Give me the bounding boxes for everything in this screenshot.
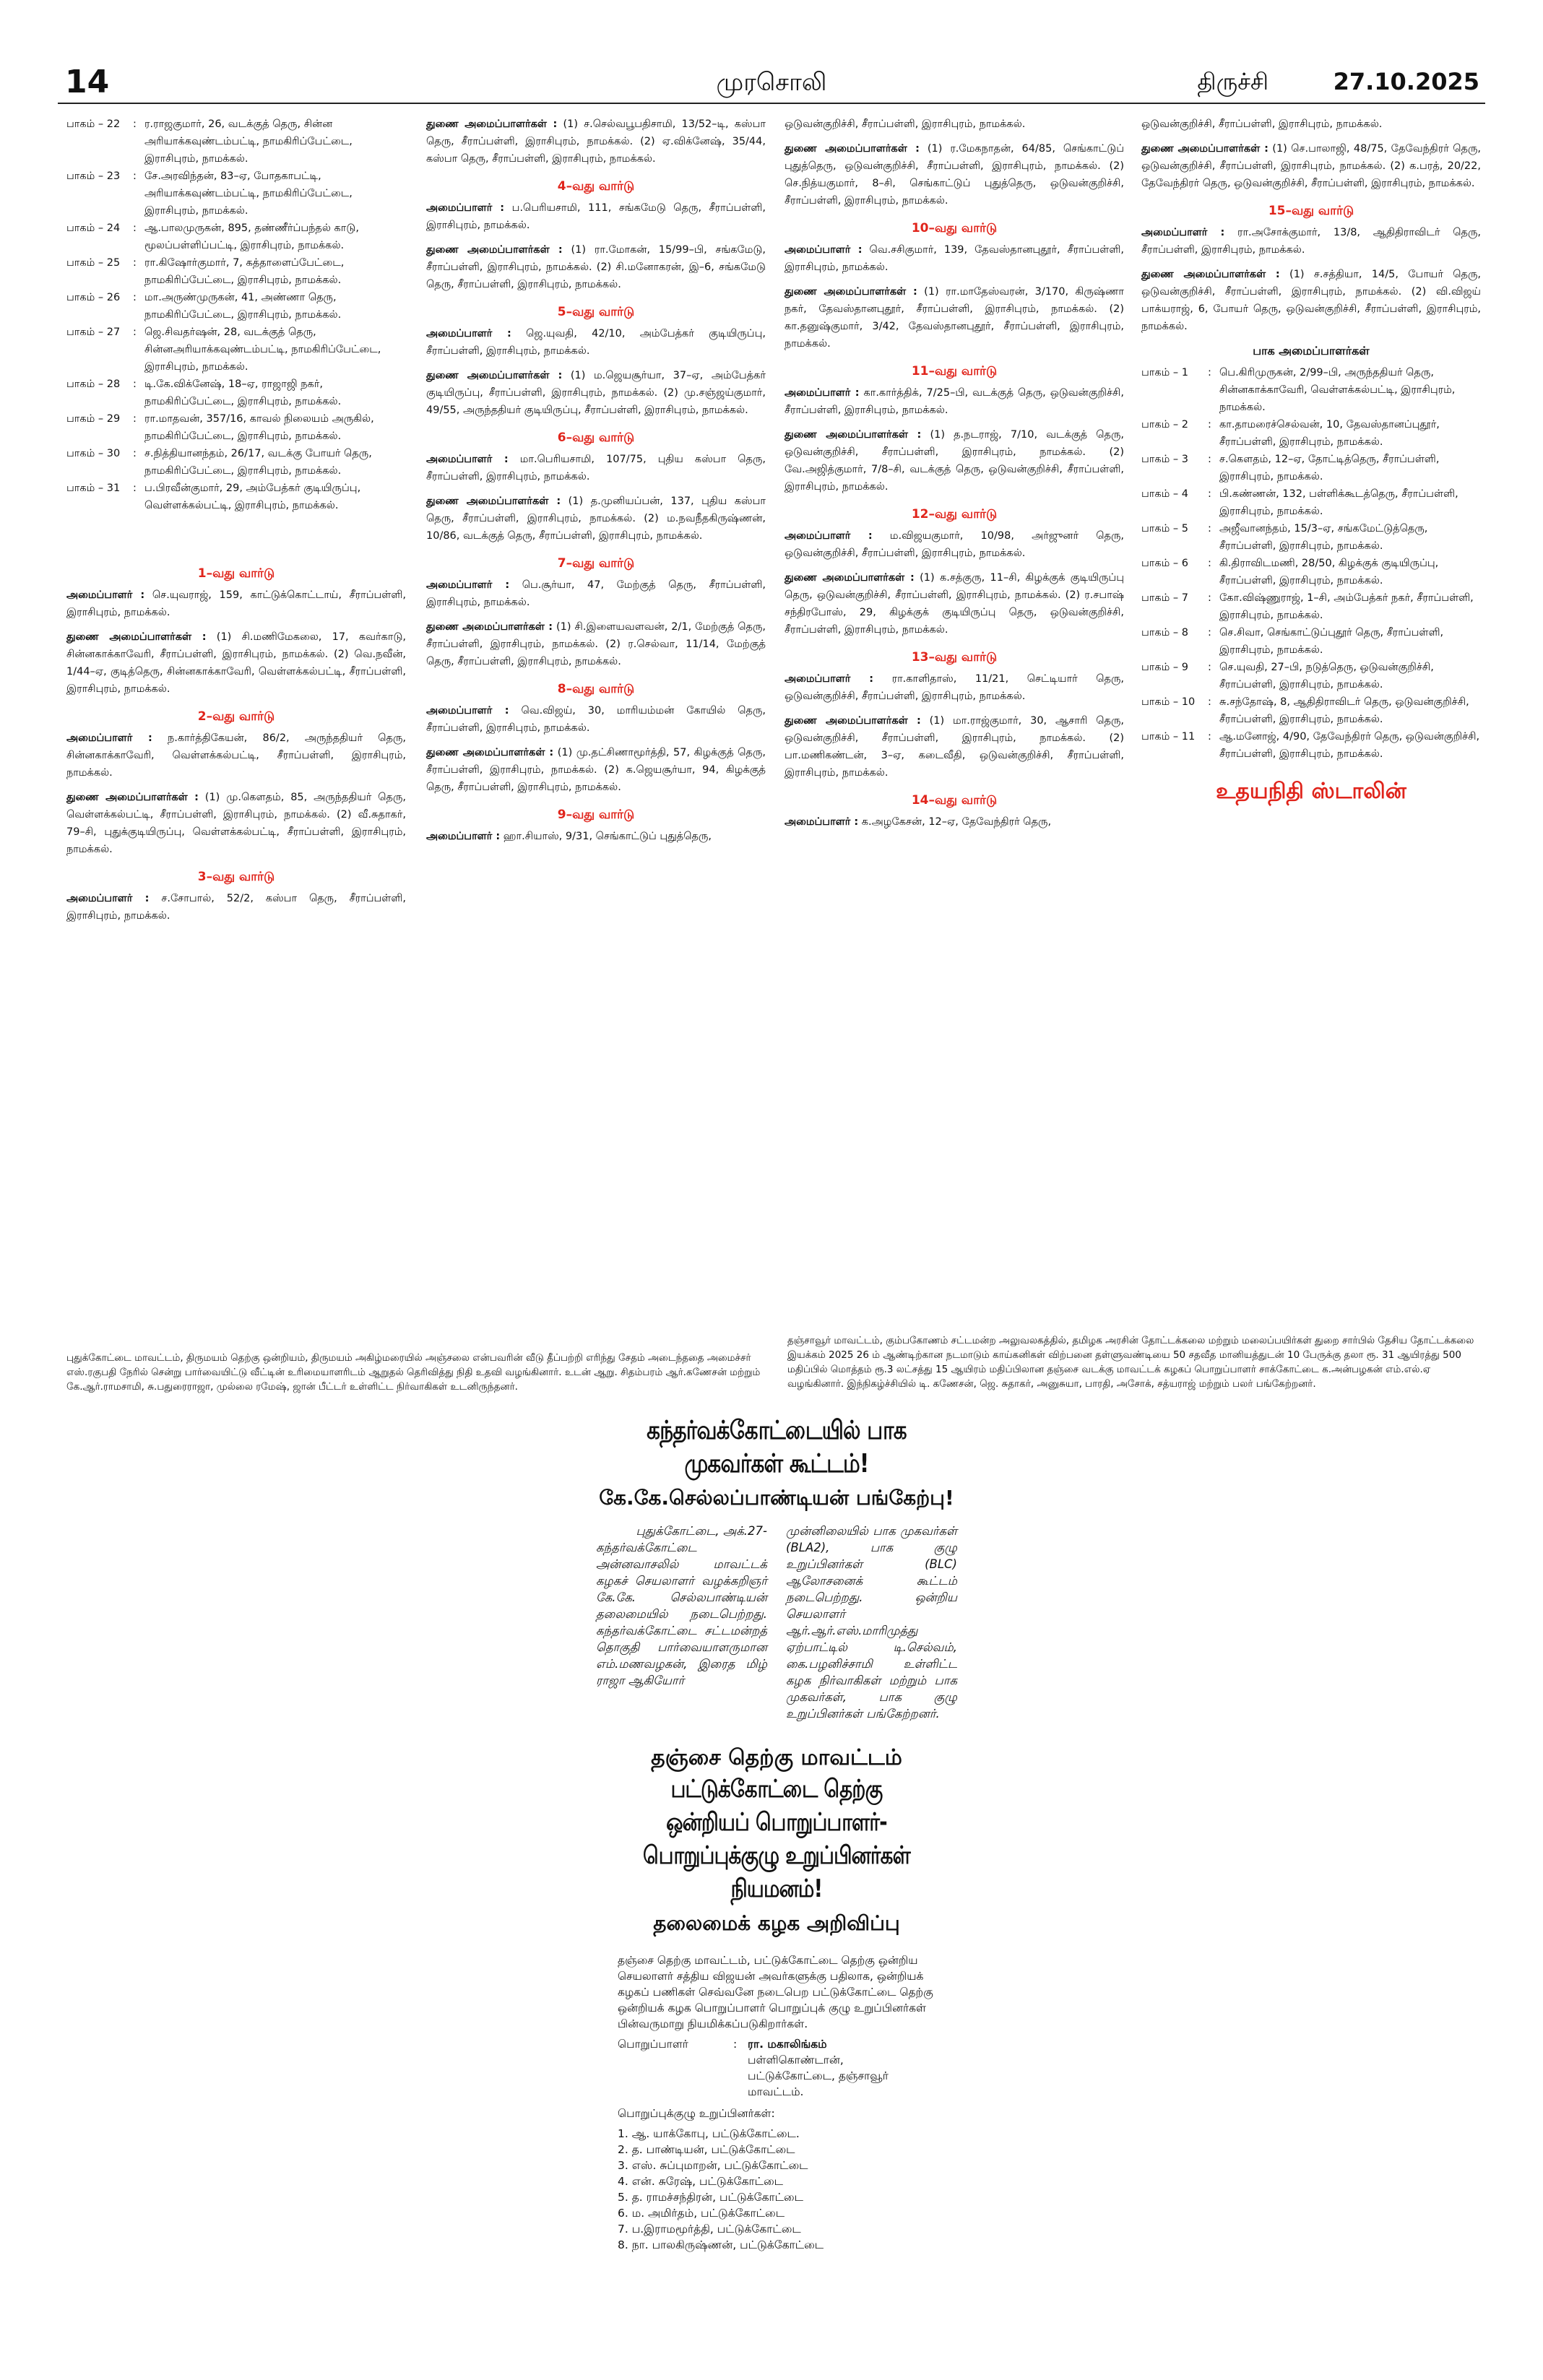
ward-entry: துணை அமைப்பாளர்கள் : (1) மு.கௌதம், 85, அருந்ததியர் தெரு, வெள்ளக்கல்பட்டி, சீராப்பள்ளி, இராசிபுரம், நாமக்கல். (2) வீ.சுதாகர், 79–சி, புதுக்குடியிருப்பு, வெள்ளக்கல்பட்டி, சீராப்பள்ளி, இராசிபுரம், நாமக்கல்.: [66, 792, 407, 855]
ward-entry: அமைப்பாளர் : வெ.விஜய், 30, மாரியம்மன் கோயில் தெரு, சீராப்பள்ளி, இராசிபுரம், நாமக்கல்.: [426, 705, 766, 734]
ward-entry: துணை அமைப்பாளர்கள் : (1) ம.ஜெயசூர்யா, 37–ஏ, அம்பேத்கர் குடியிருப்பு, சீராப்பள்ளி, இராசிபுரம், நாமக்கல். (2) மு.சஞ்ஜய்குமார், 49/55, அருந்ததியர் குடியிருப்பு, சீராப்பள்ளி, இராசிபுரம், நாமக்கல்.: [426, 370, 766, 416]
story2-incharge: பொறுப்பாளர் : ரா. மகாலிங்கம்: [618, 2038, 827, 2051]
booth-row: பாகம் – 1 : பெ.கிரிமுருகன், 2/99–பி, அருந்ததியர் தெரு, சின்னகாக்காவேரி, வெள்ளக்கல்பட்டி, இராசிபுரம், நாமக்கல்.: [1141, 364, 1481, 416]
booth-number: பாகம் – 25: [66, 257, 121, 269]
booth-number: பாகம் – 10: [1141, 696, 1196, 708]
booth-number: பாகம் – 26: [66, 292, 121, 303]
booth-number: பாகம் – 22: [66, 118, 121, 130]
booth-row: பாகம் – 28 : டி.கே.விக்னேஷ், 18–ஏ, ராஜாஜி நகர், நாமகிரிப்பேட்டை, இராசிபுரம், நாமக்கல்.: [66, 376, 406, 410]
ward-entry: துணை அமைப்பாளர்கள் : (1) த.நடராஜ், 7/10, வடக்குத் தெரு, ஒடுவன்குறிச்சி, சீராப்பள்ளி, இராசிபுரம், நாமக்கல். (2) வே.அஜித்குமார், 7/8–சி, வடக்குத் தெரு, ஒடுவன்குறிச்சி, சீராப்பள்ளி, இராசிபுரம், நாமக்கல்.: [785, 429, 1124, 493]
story2-headline-1: பட்டுக்கோட்டை தெற்கு ஒன்றியப் பொறுப்பாளர்-: [666, 1775, 887, 1837]
booth-row: பாகம் – 24 : ஆ.பாலமுருகன், 895, தண்ணீர்ப்பந்தல் காடு, மூலப்பள்ளிப்பட்டி, இராசிபுரம், நாமக்கல்.: [66, 220, 406, 254]
story2-subhead: தலைமைக் கழக அறிவிப்பு: [653, 1911, 900, 1935]
story1-headline: கந்தர்வக்கோட்டையில் பாக முகவர்கள் கூட்டம்!: [647, 1416, 907, 1479]
member-item: 2. த. பாண்டியன், பட்டுக்கோட்டை: [618, 2143, 795, 2156]
ward-heading: 8–வது வார்டு: [557, 682, 635, 696]
ward-heading: 7–வது வார்டு: [557, 556, 635, 571]
booth-member: ப.பிரவீன்குமார், 29, அம்பேத்கர் குடியிருப்பு, வெள்ளக்கல்பட்டி, இராசிபுரம், நாமக்கல்.: [144, 483, 361, 511]
booth-row: பாகம் – 7 : கோ.விஷ்ணுராஜ், 1–சி, அம்பேத்கர் நகர், சீராப்பள்ளி, இராசிபுரம், நாமக்கல்.: [1141, 589, 1481, 624]
ward-heading: 6–வது வார்டு: [557, 430, 635, 445]
booth-member: கி.திராவிடமணி, 28/50, கிழக்குக் குடியிருப்பு, சீராப்பள்ளி, இராசிபுரம், நாமக்கல்.: [1219, 558, 1439, 587]
booth-number: பாகம் – 28: [66, 378, 121, 390]
booth-number: பாகம் – 6: [1141, 558, 1189, 569]
booth-number: பாகம் – 31: [66, 483, 121, 494]
booth-member: ச.நித்தியானந்தம், 26/17, வடக்கு போயர் தெரு, நாமகிரிப்பேட்டை, இராசிபுரம், நாமக்கல்.: [144, 448, 372, 477]
booth-list: [1141, 364, 1481, 763]
booth-row: பாகம் – 29 : ரா.மாதவன், 357/16, காவல் நிலையம் அருகில், நாமகிரிப்பேட்டை, இராசிபுரம், நாமக்கல்.: [66, 410, 406, 445]
story2-members: [618, 2126, 957, 2253]
ward-heading: 1–வது வார்டு: [197, 566, 275, 581]
story1-subhead: கே.கே.செல்லப்பாண்டியன் பங்கேற்பு!: [599, 1486, 954, 1510]
masthead: [58, 61, 1485, 104]
booth-member: சு.சந்தோஷ், 8, ஆதிதிராவிடர் தெரு, ஒடுவன்குறிச்சி, சீராப்பள்ளி, இராசிபுரம், நாமக்கல்.: [1219, 696, 1469, 725]
ward-entry: துணை அமைப்பாளர்கள் : (1) த.முனியப்பன், 137, புதிய கஸ்பா தெரு, சீராப்பள்ளி, இராசிபுரம், நாமக்கல். (2) ம.நவநீதகிருஷ்ணன், 10/86, வடக்குத் தெரு, சீராப்பள்ளி, இராசிபுரம், நாமக்கல்.: [426, 496, 766, 542]
story2-headline-2: பொறுப்புக்குழு உறுப்பினர்கள் நியமனம்!: [643, 1841, 910, 1903]
ward-heading: 4–வது வார்டு: [557, 179, 635, 194]
booth-number: பாகம் – 3: [1141, 454, 1189, 465]
ward-entry: துணை அமைப்பாளர்கள் : (1) மா.ராஜ்குமார், 30, ஆசாரி தெரு, ஒடுவன்குறிச்சி, சீராப்பள்ளி, இராசிபுரம், நாமக்கல். (2) பா.மணிகண்டன், 3–ஏ, கடைவீதி, ஒடுவன்குறிச்சி, சீராப்பள்ளி, இராசிபுரம், நாமக்கல்.: [785, 715, 1125, 779]
booth-member: சே.அரவிந்தன், 83–ஏ, போதகாபட்டி, அரியாக்கவுண்டம்பட்டி, நாமகிரிப்பேட்டை, இராசிபுரம், நாமக்கல்.: [144, 170, 353, 217]
booth-row: பாகம் – 10 : சு.சந்தோஷ், 8, ஆதிதிராவிடர் தெரு, ஒடுவன்குறிச்சி, சீராப்பள்ளி, இராசிபுரம், நாமக்கல்.: [1141, 693, 1481, 728]
signature: உதயநிதி ஸ்டாலின்: [1216, 779, 1406, 804]
booth-member: செ.சிவா, செங்காட்டுப்புதூர் தெரு, சீராப்பள்ளி, இராசிபுரம், நாமக்கல்.: [1219, 627, 1444, 656]
booth-member: ஜெ.சிவதர்ஷன், 28, வடக்குத் தெரு, சின்னஅரியாக்கவுண்டம்பட்டி, நாமகிரிப்பேட்டை, இராசிபுரம், நாமக்கல்.: [144, 326, 381, 373]
story2-members-title: பொறுப்புக்குழு உறுப்பினர்கள்:: [618, 2107, 775, 2120]
ward-heading: 5–வது வார்டு: [557, 305, 635, 319]
member-item: 1. ஆ. யாக்கோபு, பட்டுக்கோட்டை.: [618, 2127, 800, 2140]
ward-entry: அமைப்பாளர் : பெ.சூர்யா, 47, மேற்குத் தெரு, சீராப்பள்ளி, இராசிபுரம், நாமக்கல்.: [426, 579, 766, 608]
ward-entry: துணை அமைப்பாளர்கள் : (1) ரா.மோகன், 15/99–பி, சங்கமேடு, சீராப்பள்ளி, இராசிபுரம், நாமக்கல். (2) சி.மனோகரன், இ–6, சங்கமேடு தெரு, சீராப்பள்ளி, இராசிபுரம், நாமக்கல்.: [426, 244, 766, 290]
booth-member: கா.தாமரைச்செல்வன், 10, தேவஸ்தானப்புதூர், சீராப்பள்ளி, இராசிபுரம், நாமக்கல்.: [1219, 419, 1440, 448]
story1-dateline: புதுக்கோட்டை, அக்.27-: [636, 1524, 767, 1538]
member-item: 3. எஸ். சுப்புமாறன், பட்டுக்கோட்டை: [618, 2159, 808, 2172]
booth-row: பாகம் – 30 : ச.நித்தியானந்தம், 26/17, வடக்கு போயர் தெரு, நாமகிரிப்பேட்டை, இராசிபுரம், நாமக்கல்.: [66, 445, 406, 480]
ward-entry: அமைப்பாளர் : ஜெ.யுவதி, 42/10, அம்பேத்கர் குடியிருப்பு, சீராப்பள்ளி, இராசிபுரம், நாமக்கல்.: [426, 328, 766, 357]
page-number: 14: [65, 64, 110, 100]
ward-entry: அமைப்பாளர் : ந.கார்த்திகேயன், 86/2, அருந்ததியர் தெரு, சின்னகாக்காவேரி, வெள்ளக்கல்பட்டி, சீராப்பள்ளி, இராசிபுரம், நாமக்கல்.: [66, 732, 406, 779]
ward-heading: 14–வது வார்டு: [911, 793, 998, 808]
ward-entry: அமைப்பாளர் : ச.சோபால், 52/2, கஸ்பா தெரு, சீராப்பள்ளி, இராசிபுரம், நாமக்கல்.: [66, 893, 407, 922]
booth-row: பாகம் – 22 : ர.ராஜகுமார், 26, வடக்குத் தெரு, சின்ன அரியாக்கவுண்டம்பட்டி, நாமகிரிப்பேட்டை, இராசிபுரம், நாமக்கல்.: [66, 116, 406, 168]
booth-heading: பாக அமைப்பாளர்கள்: [1253, 344, 1370, 358]
story2-incharge-address: பள்ளிகொண்டான், பட்டுக்கோட்டை, தஞ்சாவூர் மாவட்டம்.: [748, 2054, 889, 2098]
booth-member: டி.கே.விக்னேஷ், 18–ஏ, ராஜாஜி நகர், நாமகிரிப்பேட்டை, இராசிபுரம், நாமக்கல்.: [144, 378, 342, 407]
ward-entry: அமைப்பாளர் : ரா.அசோக்குமார், 13/8, ஆதிதிராவிடர் தெரு, சீராப்பள்ளி, இராசிபுரம், நாமக்கல்.: [1141, 227, 1481, 256]
ward-entry: துணை அமைப்பாளர்கள் : (1) ர.மேகநாதன், 64/85, செங்காட்டுப் புதுத்தெரு, ஒடுவன்குறிச்சி, சீராப்பள்ளி, இராசிபுரம், நாமக்கல். (2) செ.நித்யகுமார், 8–சி, செங்காட்டுப் புதுத்தெரு, ஒடுவன்குறிச்சி, சீராப்பள்ளி, இராசிபுரம், நாமக்கல்.: [785, 143, 1125, 207]
ward-entry: ஒடுவன்குறிச்சி, சீராப்பள்ளி, இராசிபுரம், நாமக்கல்.: [1141, 118, 1383, 130]
booth-member: ர.ராஜகுமார், 26, வடக்குத் தெரு, சின்ன அரியாக்கவுண்டம்பட்டி, நாமகிரிப்பேட்டை, இராசிபுரம், நாமக்கல்.: [144, 118, 353, 165]
masthead-rule: [58, 103, 1485, 104]
edition-city: திருச்சி: [1197, 68, 1268, 95]
booth-row: பாகம் – 26 : மா.அருண்முருகன், 41, அண்ணா தெரு, நாமகிரிப்பேட்டை, இராசிபுரம், நாமக்கல்.: [66, 289, 406, 324]
booth-row: பாகம் – 27 : ஜெ.சிவதர்ஷன், 28, வடக்குத் தெரு, சின்னஅரியாக்கவுண்டம்பட்டி, நாமகிரிப்பேட்டை, இராசிபுரம், நாமக்கல்.: [66, 324, 406, 376]
booth-member: ரா.மாதவன், 357/16, காவல் நிலையம் அருகில், நாமகிரிப்பேட்டை, இராசிபுரம், நாமக்கல்.: [144, 413, 374, 442]
ward-heading: 2–வது வார்டு: [197, 709, 275, 724]
ward-entry: அமைப்பாளர் : செ.யுவராஜ், 159, காட்டுக்கொட்டாய், சீராப்பள்ளி, இராசிபுரம், நாமக்கல்.: [66, 589, 406, 618]
edition-date: 27.10.2025: [1333, 68, 1479, 95]
booth-member: ச.கௌதம், 12–ஏ, தோட்டித்தெரு, சீராப்பள்ளி, இராசிபுரம், நாமக்கல்.: [1219, 454, 1440, 483]
ward-heading: 15–வது வார்டு: [1268, 204, 1354, 218]
booth-member: ஆ.மனோஜ், 4/90, தேவேந்திரர் தெரு, ஒடுவன்குறிச்சி, சீராப்பள்ளி, இராசிபுரம், நாமக்கல்.: [1219, 731, 1480, 760]
booth-row: பாகம் – 31 : ப.பிரவீன்குமார், 29, அம்பேத்கர் குடியிருப்பு, வெள்ளக்கல்பட்டி, இராசிபுரம், நாமக்கல்.: [66, 480, 406, 514]
ward-entry: துணை அமைப்பாளர்கள் : (1) சி.மணிமேகலை, 17, கவர்காடு, சின்னகாக்காவேரி, சீராப்பள்ளி, இராசிபுரம், நாமக்கல். (2) வெ.நவீன், 1/44–ஏ, குடித்தெரு, சின்னகாக்காவேரி, வெள்ளக்கல்பட்டி, சீராப்பள்ளி, இராசிபுரம், நாமக்கல்.: [66, 631, 407, 695]
booth-number: பாகம் – 27: [66, 326, 121, 338]
ward-heading: 9–வது வார்டு: [557, 808, 635, 822]
booth-member: அஜீவானந்தம், 15/3–ஏ, சங்கமேட்டுத்தெரு, சீராப்பள்ளி, இராசிபுரம், நாமக்கல்.: [1219, 523, 1428, 552]
booth-row: பாகம் – 11 : ஆ.மனோஜ், 4/90, தேவேந்திரர் தெரு, ஒடுவன்குறிச்சி, சீராப்பள்ளி, இராசிபுரம், நாமக்கல்.: [1141, 728, 1481, 763]
booth-number: பாகம் – 4: [1141, 488, 1189, 500]
ward-entry: துணை அமைப்பாளர்கள் : (1) ரா.மாதேஸ்வரன், 3/170, கிருஷ்ணா நகர், தேவஸ்தானபுதூர், சீராப்பள்ளி, இராசிபுரம், நாமக்கல். (2) கா.தனுஷ்குமார், 3/42, தேவஸ்தானபுதூர், சீராப்பள்ளி, இராசிபுரம், நாமக்கல்.: [785, 286, 1125, 350]
booth-row: பாகம் – 9 : செ.யுவதி, 27–பி, நடுத்தெரு, ஒடுவன்குறிச்சி, சீராப்பள்ளி, இராசிபுரம், நாமக்கல்.: [1141, 659, 1481, 693]
news-block: [596, 1414, 957, 2253]
booth-member: கோ.விஷ்ணுராஜ், 1–சி, அம்பேத்கர் நகர், சீராப்பள்ளி, இராசிபுரம், நாமக்கல்.: [1219, 592, 1474, 621]
booth-number: பாகம் – 8: [1141, 627, 1189, 639]
ward-entry: அமைப்பாளர் : ஹா.சியாஸ், 9/31, செங்காட்டுப் புதுத்தெரு,: [426, 831, 712, 842]
photo-caption-right: தஞ்சாவூர் மாவட்டம், கும்பகோணம் சட்டமன்ற அலுவலகத்தில், தமிழக அரசின் தோட்டக்கலை மற்றும் மலைப்பயிர்கள் துறை சார்பில் தேசிய தோட்டக்கலை இயக்கம் 2025 26 ம் ஆண்டிற்கான நடமாடும் காய்கனிகள் விற்பனை தள்ளுவண்டியை 50 சதவீத மானியத்துடன் 10 பேருக்கு தலா ரூ. 31 ஆயிரத்து 500 மதிப்பில் மொத்தம் ரூ.3 லட்சத்து 15 ஆயிரம் மதிப்பிலான தஞ்சை வடக்கு மாவட்டக் கழகப் பொறுப்பாளர் சாக்கோட்டை க.அன்பழகன் எம்.எல்.ஏ வழங்கினார். இந்நிகழ்ச்சியில் டி. கணேசன், ஜெ. சுதாகர், அனுசுயா, பாரதி, அசோக், சத்யராஜ் மற்றும் பலர் பங்கேற்றனர்.: [787, 1335, 1474, 1390]
ward-entry: அமைப்பாளர் : கா.கார்த்திக், 7/25–பி, வடக்குத் தெரு, ஒடுவன்குறிச்சி, சீராப்பள்ளி, இராசிபுரம், நாமக்கல்.: [785, 387, 1125, 416]
booth-member: ரா.கிஷோர்குமார், 7, கத்தாளைப்பேட்டை, நாமகிரிப்பேட்டை, இராசிபுரம், நாமக்கல்.: [144, 257, 345, 286]
member-item: 4. என். சுரேஷ், பட்டுக்கோட்டை: [618, 2175, 783, 2188]
booth-member: பி.கண்ணன், 132, பள்ளிக்கூடத்தெரு, சீராப்பள்ளி, இராசிபுரம், நாமக்கல்.: [1219, 488, 1458, 517]
booth-number: பாகம் – 9: [1141, 662, 1189, 673]
booth-list-continued: [66, 116, 406, 514]
ward-heading: 13–வது வார்டு: [911, 650, 998, 665]
story2-intro: தஞ்சை தெற்கு மாவட்டம், பட்டுக்கோட்டை தெற்கு ஒன்றிய செயலாளர் சத்திய விஜயன் அவர்களுக்கு பதிலாக, ஒன்றியக் கழகப் பணிகள் செவ்வனே நடைபெற பட்டுக்கோட்டை தெற்கு ஒன்றியக் கழக பொறுப்பாளர் பொறுப்புக் குழு உறுப்பினர்கள் பின்வருமாறு நியமிக்கப்படுகிறார்கள்.: [618, 1954, 933, 2030]
booth-number: பாகம் – 23: [66, 170, 121, 182]
ward-entry: அமைப்பாளர் : ம.விஜயகுமார், 10/98, அர்ஜுனர் தெரு, ஒடுவன்குறிச்சி, சீராப்பள்ளி, இராசிபுரம், நாமக்கல்.: [785, 530, 1124, 559]
booth-member: மா.அருண்முருகன், 41, அண்ணா தெரு, நாமகிரிப்பேட்டை, இராசிபுரம், நாமக்கல்.: [144, 292, 342, 321]
column-1: [66, 116, 406, 932]
member-item: 5. த. ராமச்சந்திரன், பட்டுக்கோட்டை: [618, 2191, 803, 2204]
ward-heading: 10–வது வார்டு: [911, 221, 998, 235]
ward-entry: அமைப்பாளர் : ப.பெரியசாமி, 111, சங்கமேடு தெரு, சீராப்பள்ளி, இராசிபுரம், நாமக்கல்.: [426, 202, 766, 231]
story2-body: [618, 1952, 957, 2253]
member-item: 7. ப.இராமமூர்த்தி, பட்டுக்கோட்டை: [618, 2223, 801, 2236]
booth-number: பாகம் – 24: [66, 222, 121, 234]
booth-number: பாகம் – 1: [1141, 367, 1189, 378]
booth-row: பாகம் – 2 : கா.தாமரைச்செல்வன், 10, தேவஸ்தானப்புதூர், சீராப்பள்ளி, இராசிபுரம், நாமக்கல்.: [1141, 416, 1481, 451]
booth-row: பாகம் – 8 : செ.சிவா, செங்காட்டுப்புதூர் தெரு, சீராப்பள்ளி, இராசிபுரம், நாமக்கல்.: [1141, 624, 1481, 659]
photo-caption-left: புதுக்கோட்டை மாவட்டம், திருமயம் தெற்கு ஒன்றியம், திருமயம் அகிழ்மரையில் அஞ்சலை என்பவரின் வீடு தீப்பற்றி எரிந்து சேதம் அடைந்ததை அமைச்சர் எஸ்.ரகுபதி நேரில் சென்று பார்வையிட்டு வீட்டின் உரிமையாளரிடம் ஆறுதல் தெரிவித்து நிதி உதவி வழங்கினார். உடன் ஆறு. சிதம்பரம் ஆர்.கணேசன் மற்றும் கே.ஆர்.ராமசாமி, சு.பதுரைராஜா, முல்லை ரமேஷ், ஜான் பீட்டர் உள்ளிட்ட நிர்வாகிகள் உடனிருந்தனர்.: [66, 1352, 761, 1393]
booth-number: பாகம் – 11: [1141, 731, 1196, 743]
booth-number: பாகம் – 29: [66, 413, 121, 425]
ward-list: [66, 565, 406, 925]
ward-entry: துணை அமைப்பாளர்கள் : (1) மு.தட்சிணாமூர்த்தி, 57, கிழக்குத் தெரு, சீராப்பள்ளி, இராசிபுரம், நாமக்கல். (2) க.ஜெயசூர்யா, 94, கிழக்குத் தெரு, சீராப்பள்ளி, இராசிபுரம், நாமக்கல்.: [426, 747, 766, 793]
booth-number: பாகம் – 2: [1141, 419, 1189, 430]
ward-entry: துணை அமைப்பாளர்கள் : (1) ச.சத்தியா, 14/5, போயர் தெரு, ஒடுவன்குறிச்சி, சீராப்பள்ளி, இராசிபுரம், நாமக்கல். (2) வி.விஜய் பாக்யராஜ், 6, போயர் தெரு, ஒடுவன்குறிச்சி, சீராப்பள்ளி, இராசிபுரம், நாமக்கல்.: [1141, 269, 1482, 332]
ward-heading: 11–வது வார்டு: [911, 364, 998, 378]
ward-entry: ஒடுவன்குறிச்சி, சீராப்பள்ளி, இராசிபுரம், நாமக்கல்.: [785, 118, 1026, 130]
story1-text-left: கந்தர்வக்கோட்டை அன்னவாசலில் மாவட்டக் கழகச் செயலாளர் வழக்கறிஞர் கே.கே. செல்லபாண்டியன் தலைமையில் நடைபெற்றது. கந்தர்வக்கோட்டை சட்டமன்றத் தொகுதி பார்வையாளருமான எம்.மணவழகன், இரைத மிழ் ராஜா ஆகியோர்: [596, 1541, 767, 1687]
ward-entry: துணை அமைப்பாளர்கள் : (1) க.சத்குரு, 11–சி, கிழக்குக் குடியிருப்பு தெரு, ஒடுவன்குறிச்சி, சீராப்பள்ளி, இராசிபுரம், நாமக்கல். (2) ர.சபாஷ் சந்திரபோஸ், 29, கிழக்குக் குடியிருப்பு தெரு, ஒடுவன்குறிச்சி, சீராப்பள்ளி, இராசிபுரம், நாமக்கல்.: [785, 572, 1124, 636]
ward-entry: அமைப்பாளர் : க.அழகேசன், 12–ஏ, தேவேந்திரர் தெரு,: [785, 816, 1052, 828]
column-3: [785, 116, 1124, 838]
member-item: 8. நா. பாலகிருஷ்ணன், பட்டுக்கோட்டை: [618, 2238, 824, 2251]
booth-row: பாகம் – 23 : சே.அரவிந்தன், 83–ஏ, போதகாபட்டி, அரியாக்கவுண்டம்பட்டி, நாமகிரிப்பேட்டை, இராசிபுரம், நாமக்கல்.: [66, 168, 406, 220]
ward-entry: துணை அமைப்பாளர்கள் : (1) ச.செல்வபூபதிசாமி, 13/52–டி, கஸ்பா தெரு, சீராப்பள்ளி, இராசிபுரம், நாமக்கல். (2) ஏ.விக்னேஷ், 35/44, கஸ்பா தெரு, சீராப்பள்ளி, இராசிபுரம், நாமக்கல்.: [426, 118, 766, 165]
ward-heading: 3–வது வார்டு: [197, 870, 275, 884]
ward-entry: அமைப்பாளர் : ரா.காளிதாஸ், 11/21, செட்டியார் தெரு, ஒடுவன்குறிச்சி, சீராப்பள்ளி, இராசிபுரம், நாமக்கல்.: [785, 673, 1125, 702]
ward-entry: துணை அமைப்பாளர்கள் : (1) செ.பாலாஜி, 48/75, தேவேந்திரர் தெரு, ஒடுவன்குறிச்சி, சீராப்பள்ளி, இராசிபுரம், நாமக்கல். (2) க.பரத், 20/22, தேவேந்திரர் தெரு, ஒடுவன்குறிச்சி, சீராப்பள்ளி, இராசிபுரம், நாமக்கல்.: [1141, 143, 1482, 189]
booth-number: பாகம் – 30: [66, 448, 121, 459]
column-4: [1141, 116, 1482, 804]
ward-entry: துணை அமைப்பாளர்கள் : (1) சி.இளையவளவன், 2/1, மேற்குத் தெரு, சீராப்பள்ளி, இராசிபுரம், நாமக்கல். (2) ர.செல்வா, 11/14, மேற்குத் தெரு, சீராப்பள்ளி, இராசிபுரம், நாமக்கல்.: [426, 621, 766, 667]
booth-row: பாகம் – 6 : கி.திராவிடமணி, 28/50, கிழக்குக் குடியிருப்பு, சீராப்பள்ளி, இராசிபுரம், நாமக்கல்.: [1141, 555, 1481, 589]
ward-heading: 12–வது வார்டு: [911, 507, 998, 522]
booth-row: பாகம் – 4 : பி.கண்ணன், 132, பள்ளிக்கூடத்தெரு, சீராப்பள்ளி, இராசிபுரம், நாமக்கல்.: [1141, 485, 1481, 520]
ward-entry: அமைப்பாளர் : மா.பெரியசாமி, 107/75, புதிய கஸ்பா தெரு, சீராப்பள்ளி, இராசிபுரம், நாமக்கல்.: [426, 454, 766, 483]
newspaper-name: முரசொலி: [716, 68, 827, 97]
booth-member: ஆ.பாலமுருகன், 895, தண்ணீர்ப்பந்தல் காடு, மூலப்பள்ளிப்பட்டி, இராசிபுரம், நாமக்கல்.: [144, 222, 359, 251]
booth-number: பாகம் – 7: [1141, 592, 1189, 604]
column-2: [426, 116, 766, 852]
booth-number: பாகம் – 5: [1141, 523, 1189, 535]
story1-text-right: முன்னிலையில் பாக முகவர்கள் (BLA2), பாக குழு உறுப்பினர்கள் (BLC) ஆலோசனைக் கூட்டம் நடைபெற்றது. ஒன்றிய செயலாளர் ஆர்.ஆர்.எஸ்.மாரிமுத்து ஏற்பாட்டில் டி.செல்வம், கை.பழனிச்சாமி உள்ளிட்ட கழக நிர்வாகிகள் மற்றும் பாக முகவர்கள், பாக குழு உறுப்பினர்கள் பங்கேற்றனர்.: [786, 1524, 957, 1721]
story1-body: [596, 1523, 957, 1722]
booth-member: பெ.கிரிமுருகன், 2/99–பி, அருந்ததியர் தெரு, சின்னகாக்காவேரி, வெள்ளக்கல்பட்டி, இராசிபுரம், நாமக்கல்.: [1219, 367, 1456, 413]
booth-row: பாகம் – 3 : ச.கௌதம், 12–ஏ, தோட்டித்தெரு, சீராப்பள்ளி, இராசிபுரம், நாமக்கல்.: [1141, 451, 1481, 485]
booth-row: பாகம் – 25 : ரா.கிஷோர்குமார், 7, கத்தாளைப்பேட்டை, நாமகிரிப்பேட்டை, இராசிபுரம், நாமக்கல்.: [66, 254, 406, 289]
member-item: 6. ம. அமிர்தம், பட்டுக்கோட்டை: [618, 2207, 785, 2220]
booth-member: செ.யுவதி, 27–பி, நடுத்தெரு, ஒடுவன்குறிச்சி, சீராப்பள்ளி, இராசிபுரம், நாமக்கல்.: [1219, 662, 1434, 691]
booth-row: பாகம் – 5 : அஜீவானந்தம், 15/3–ஏ, சங்கமேட்டுத்தெரு, சீராப்பள்ளி, இராசிபுரம், நாமக்கல்.: [1141, 520, 1481, 555]
story2-kicker: தஞ்சை தெற்கு மாவட்டம்: [651, 1745, 902, 1770]
ward-entry: அமைப்பாளர் : வெ.சசிகுமார், 139, தேவஸ்தானபுதூர், சீராப்பள்ளி, இராசிபுரம், நாமக்கல்.: [785, 244, 1124, 273]
